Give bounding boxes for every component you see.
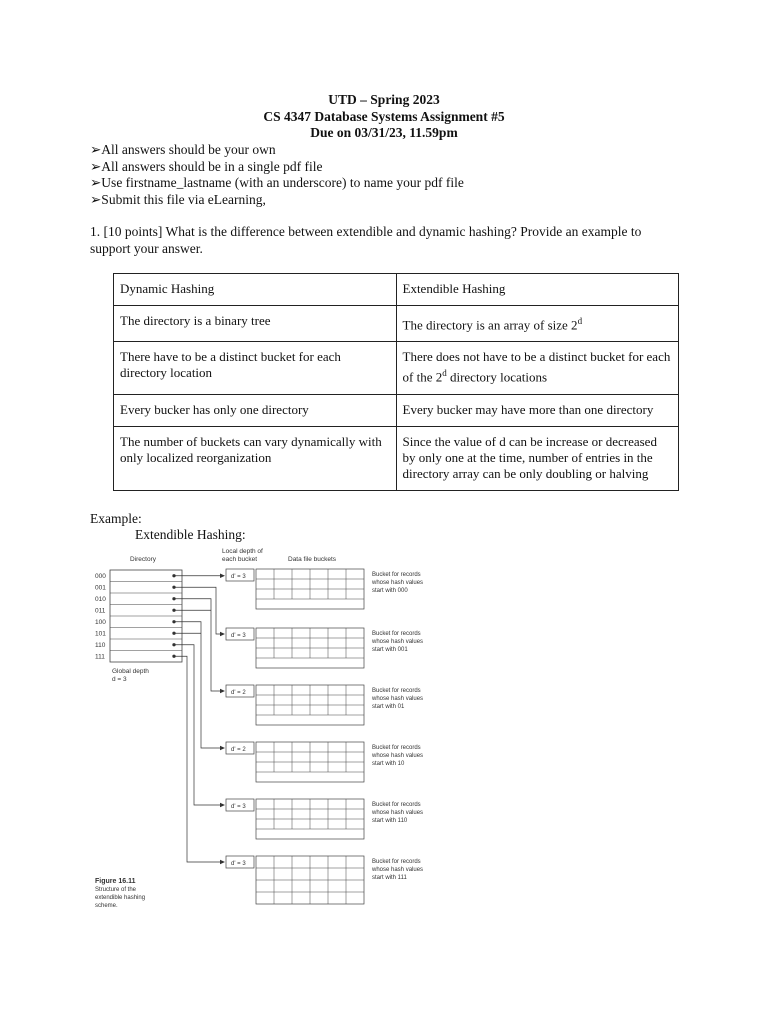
cell-dynamic: The directory is a binary tree [114, 306, 397, 342]
figure-caption-title: Figure 16.11 [95, 878, 136, 885]
header-line-3: Due on 03/31/23, 11.59pm [310, 125, 458, 140]
bucket-desc: Bucket for records [372, 572, 421, 578]
cell-dynamic: The number of buckets can vary dynamically with only localized reorganization [114, 426, 397, 490]
cell-text: The directory is an array of size 2 [402, 317, 578, 333]
header-line-1: UTD – Spring 2023 [328, 92, 440, 107]
comparison-table [113, 273, 679, 491]
local-depth-label-2: each bucket [222, 556, 258, 563]
document-header [0, 92, 768, 142]
bucket-desc: whose hash values [372, 696, 424, 702]
bucket-depth: d' = 2 [231, 690, 246, 696]
bucket-desc: whose hash values [372, 639, 424, 645]
bucket-desc: Bucket for records [372, 631, 421, 637]
cell-extendible: Every bucker may have more than one directory [396, 394, 679, 426]
directory-entry: 111 [95, 653, 105, 661]
directory-pointers [173, 574, 221, 862]
superscript-d: d [442, 368, 447, 379]
bucket-depth: d' = 3 [231, 574, 246, 580]
superscript-d: d [577, 316, 583, 326]
directory-entry: 110 [95, 642, 106, 649]
local-depth-label: Local depth of [222, 548, 263, 555]
bucket-000 [226, 569, 423, 609]
bucket-desc: start with 001 [372, 647, 408, 653]
cell-text: There does not have to be a distinct bucket for each of the 2 [402, 349, 671, 385]
bucket-desc: whose hash values [372, 580, 424, 586]
table-row [114, 306, 679, 342]
header-line-2: CS 4347 Database Systems Assignment #5 [263, 108, 505, 124]
bucket-01 [226, 685, 423, 725]
bucket-depth: d' = 3 [231, 804, 246, 810]
bucket-depth: d' = 3 [231, 861, 246, 867]
bucket-depth: d' = 3 [231, 633, 246, 639]
instruction-item: ➢Submit this file via eLearning, [90, 191, 266, 207]
figure-caption-line: Structure of the [95, 887, 137, 893]
bucket-desc: whose hash values [372, 753, 424, 759]
cell-extendible [396, 306, 679, 342]
directory-entry: 001 [95, 584, 106, 592]
data-buckets-label: Data file buckets [288, 556, 337, 563]
bucket-desc: start with 01 [372, 704, 405, 710]
bucket-desc: Bucket for records [372, 802, 421, 808]
bucket-001 [226, 628, 423, 668]
cell-dynamic: There have to be a distinct bucket for each directory location [114, 342, 397, 394]
figure-caption-line: scheme. [95, 903, 118, 909]
bucket-10 [226, 742, 423, 782]
arrowheads [220, 574, 225, 865]
bucket-111 [226, 856, 423, 904]
bucket-desc: Bucket for records [372, 859, 421, 865]
directory-entry: 011 [95, 607, 106, 615]
bucket-desc: Bucket for records [372, 688, 421, 694]
header-extendible: Extendible Hashing [396, 274, 679, 306]
directory-entry: 101 [95, 630, 106, 638]
bucket-110 [226, 799, 423, 839]
table-row [114, 342, 679, 394]
bucket-desc: start with 10 [372, 761, 405, 767]
directory-entry: 000 [95, 573, 106, 580]
cell-extendible: Since the value of d can be increase or decreased by only one at the time, number of entries in the directory array can be only doubling or halving [396, 426, 679, 490]
bucket-desc: start with 111 [372, 875, 407, 881]
cell-extendible [396, 342, 679, 394]
example-label: Example: [90, 511, 142, 526]
bucket-depth: d' = 2 [231, 747, 246, 753]
header-dynamic: Dynamic Hashing [114, 274, 397, 306]
figure-caption-line: extendible hashing [95, 895, 146, 901]
bucket-desc: whose hash values [372, 867, 424, 873]
instruction-item: ➢All answers should be in a single pdf file [90, 158, 323, 174]
table-header-row [114, 274, 679, 306]
global-depth-label: Global depth [112, 668, 149, 675]
bucket-desc: start with 000 [372, 588, 408, 594]
bucket-desc: whose hash values [372, 810, 424, 816]
cell-dynamic: Every bucker has only one directory [114, 394, 397, 426]
directory-entry: 010 [95, 596, 106, 603]
question-1: 1. [10 points] What is the difference between extendible and dynamic hashing? Provide an example to support your answer. [90, 224, 642, 256]
table-row [114, 394, 679, 426]
instruction-item: ➢Use firstname_lastname (with an underscore) to name your pdf file [90, 175, 464, 190]
directory-entry: 100 [95, 619, 106, 626]
cell-text: directory locations [446, 369, 548, 385]
example-subheading: Extendible Hashing: [135, 527, 246, 542]
global-depth-value: d = 3 [112, 676, 127, 683]
instructions-list [90, 142, 464, 208]
bucket-desc: Bucket for records [372, 745, 421, 751]
instruction-item: ➢All answers should be your own [90, 142, 276, 157]
bucket-desc: start with 110 [372, 818, 408, 824]
extendible-hashing-figure [90, 543, 450, 913]
table-row [114, 426, 679, 490]
directory-label: Directory [130, 556, 157, 563]
directory-array [110, 570, 182, 662]
